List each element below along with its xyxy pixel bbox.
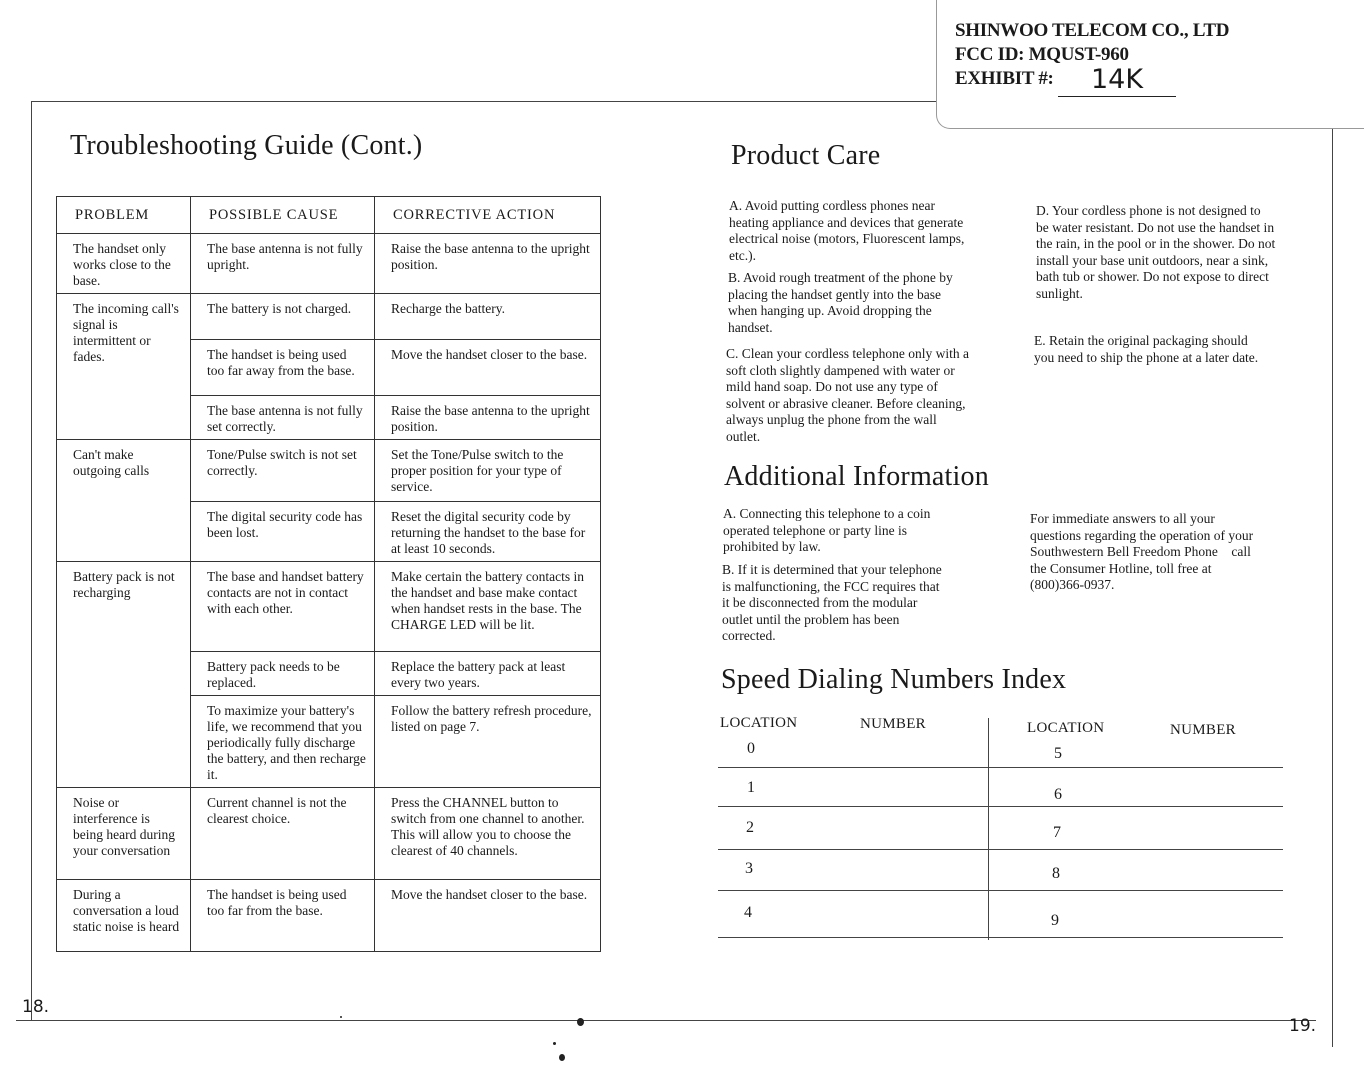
column-header-cause: POSSIBLE CAUSE: [191, 197, 375, 234]
speed-dial-location-5: 5: [1054, 745, 1062, 762]
additional-info-title: Additional Information: [724, 461, 989, 492]
speed-dial-location-4: 4: [744, 904, 752, 921]
problem-cell: Can't make outgoing calls: [57, 440, 191, 562]
location-header-right: LOCATION: [1027, 720, 1105, 736]
table-row: [57, 788, 601, 880]
number-header-right: NUMBER: [1170, 722, 1236, 738]
problem-cell: Battery pack is not recharging: [57, 562, 191, 788]
speed-dial-rule: [718, 937, 1283, 938]
speed-dial-rule: [718, 806, 1283, 807]
scan-speck: [553, 1042, 556, 1045]
speed-dial-location-7: 7: [1053, 824, 1061, 841]
product-care-b: B. Avoid rough treatment of the phone by placing the handset gently into the base when hanging up. Avoid dropping the handset.: [728, 270, 953, 335]
troubleshooting-title: Troubleshooting Guide (Cont.): [70, 130, 423, 161]
speed-dial-location-0: 0: [747, 740, 755, 757]
action-cell: Raise the base antenna to the upright position.: [375, 396, 601, 440]
cause-cell: Battery pack needs to be replaced.: [191, 652, 375, 696]
product-care-a: A. Avoid putting cordless phones near heating appliance and devices that generate electrical noise (motors, Fluorescent lamps, etc.).: [729, 198, 965, 263]
table-row: [57, 440, 601, 502]
product-care-d: D. Your cordless phone is not designed to be water resistant. Do not use the handset in the rain, in the pool or in the shower. Do not install your base unit outdoors, near a sink, bath tub or shower. Do not expose to direct sunlight.: [1036, 203, 1276, 301]
action-cell: Recharge the battery.: [375, 294, 601, 340]
cause-cell: The base antenna is not fully upright.: [191, 234, 375, 294]
action-cell: Set the Tone/Pulse switch to the proper position for your type of service.: [375, 440, 601, 502]
table-row: [57, 880, 601, 952]
cause-cell: The handset is being used too far from the base.: [191, 880, 375, 952]
cause-cell: Current channel is not the clearest choice.: [191, 788, 375, 880]
speed-dial-rule: [718, 767, 1283, 768]
cause-cell: The base and handset battery contacts are not in contact with each other.: [191, 562, 375, 652]
speed-dial-rule: [718, 890, 1283, 891]
product-care-c: C. Clean your cordless telephone only with a soft cloth slightly dampened with water or mild hand soap. Do not use any type of solvent or abrasive cleaner. Before cleaning, always unplug the phone from the wall outlet.: [726, 346, 969, 444]
cause-cell: The base antenna is not fully set correctly.: [191, 396, 375, 440]
problem-cell: The incoming call's signal is intermittent or fades.: [57, 294, 191, 440]
exhibit-value: 14K: [1058, 64, 1176, 97]
problem-cell: The handset only works close to the base.: [57, 234, 191, 294]
scan-speck: [559, 1054, 565, 1061]
table-row: [57, 234, 601, 294]
company-name: SHINWOO TELECOM CO., LTD: [955, 20, 1230, 41]
action-cell: Follow the battery refresh procedure, listed on page 7.: [375, 696, 601, 788]
table-row: [57, 562, 601, 652]
bottom-edge: [16, 1020, 1316, 1021]
product-care-title: Product Care: [731, 140, 881, 171]
speed-dial-location-8: 8: [1052, 865, 1060, 882]
additional-info-b: B. If it is determined that your telephone is malfunctioning, the FCC requires that it be disconnected from the modular outlet until the problem has been corrected.: [722, 562, 942, 643]
left-page-number: 18.: [22, 997, 50, 1017]
exhibit-label: EXHIBIT #:: [955, 68, 1054, 89]
column-header-action: CORRECTIVE ACTION: [375, 197, 601, 234]
right-page-number: 19.: [1289, 1016, 1317, 1036]
speed-dial-location-9: 9: [1051, 912, 1059, 929]
scan-speck: [340, 1016, 342, 1018]
speed-dial-location-2: 2: [746, 819, 754, 836]
number-header-left: NUMBER: [860, 716, 926, 732]
speed-dial-divider: [988, 718, 989, 940]
action-cell: Make certain the battery contacts in the handset and base make contact when handset rests in the base. The CHARGE LED will be lit.: [375, 562, 601, 652]
scan-speck: [577, 1018, 584, 1026]
speed-dial-title: Speed Dialing Numbers Index: [721, 664, 1067, 695]
table-row: [57, 294, 601, 340]
column-header-problem: PROBLEM: [57, 197, 191, 234]
action-cell: Reset the digital security code by returning the handset to the base for at least 10 seconds.: [375, 502, 601, 562]
action-cell: Move the handset closer to the base.: [375, 340, 601, 396]
cause-cell: The handset is being used too far away from the base.: [191, 340, 375, 396]
action-cell: Raise the base antenna to the upright position.: [375, 234, 601, 294]
speed-dial-location-1: 1: [747, 779, 755, 796]
cause-cell: The digital security code has been lost.: [191, 502, 375, 562]
action-cell: Press the CHANNEL button to switch from one channel to another. This will allow you to choose the clearest of 40 channels.: [375, 788, 601, 880]
right-page-edge: [1316, 126, 1333, 1047]
action-cell: Replace the battery pack at least every two years.: [375, 652, 601, 696]
cause-cell: Tone/Pulse switch is not set correctly.: [191, 440, 375, 502]
hotline-text: For immediate answers to all your questions regarding the operation of your Southwestern Bell Freedom Phone call the Consumer Hotline, toll free at (800)366-0937.: [1030, 511, 1257, 592]
cause-cell: The battery is not charged.: [191, 294, 375, 340]
table-header-row: [57, 197, 601, 234]
problem-cell: Noise or interference is being heard during your conversation: [57, 788, 191, 880]
speed-dial-rule: [718, 849, 1283, 850]
troubleshooting-table: [56, 196, 601, 952]
cause-cell: To maximize your battery's life, we recommend that you periodically fully discharge the battery, and then recharge it.: [191, 696, 375, 788]
location-header-left: LOCATION: [720, 715, 798, 731]
speed-dial-location-3: 3: [745, 860, 753, 877]
action-cell: Move the handset closer to the base.: [375, 880, 601, 952]
additional-info-a: A. Connecting this telephone to a coin operated telephone or party line is prohibited by law.: [723, 506, 931, 554]
speed-dial-location-6: 6: [1054, 786, 1062, 803]
product-care-e: E. Retain the original packaging should you need to ship the phone at a later date.: [1034, 333, 1259, 365]
fcc-id: FCC ID: MQUST-960: [955, 44, 1129, 65]
problem-cell: During a conversation a loud static noise is heard: [57, 880, 191, 952]
